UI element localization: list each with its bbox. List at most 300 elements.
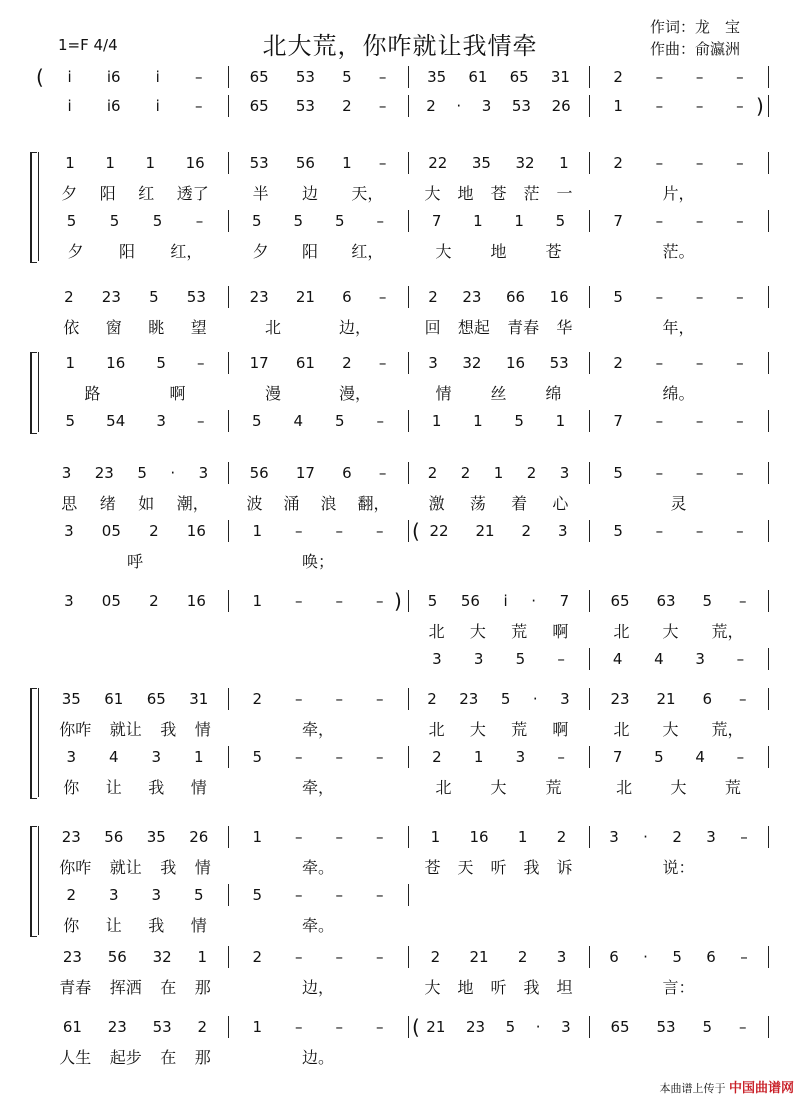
note-token: 5 [334,412,345,430]
note-token: – [739,690,747,708]
note-token: 3 [428,354,438,372]
note-token: 61 [62,1018,82,1036]
note-token: 1 [252,592,263,610]
note-token: 22 [429,522,449,540]
lyric-token: 牵。 [301,857,334,877]
measure-lyrics [416,717,581,739]
note-token: – [655,464,664,482]
note-token: – [335,592,343,610]
measure-notes [597,95,760,117]
note-token: 7 [612,748,623,766]
lyric-token: 我 [160,719,177,739]
measure-notes [236,66,400,88]
lyric-token: 我 [160,857,177,877]
note-token: 3 [559,464,570,482]
lyric-token: 大 [662,719,679,739]
note-token: 23 [459,690,479,708]
repeat-close-paren: ) [756,94,764,118]
lyric-row [0,775,800,797]
lyric-token: 苍 [424,857,441,877]
note-token: 17 [249,354,269,372]
lyric-token: 一 [556,183,573,203]
note-token: – [655,412,664,430]
lyric-row [0,855,800,877]
note-token: 23 [62,948,82,966]
note-token: · [643,948,648,966]
barline [589,1016,590,1038]
note-token: 5 [252,748,263,766]
lyric-token: 华 [556,317,573,337]
measure-notes [597,66,760,88]
measure-notes [416,1016,581,1038]
upload-note: 本曲谱上传于 [659,1082,726,1095]
note-token: – [375,948,384,966]
note-token: 4 [108,748,119,766]
measure-notes [597,884,760,906]
note-token: 6 [342,464,352,482]
note-token: 1 [473,212,483,230]
measure-notes [416,688,581,710]
note-token: i [503,592,508,610]
measure-lyrics [597,975,760,997]
barline [768,520,769,542]
lyric-token: 情 [194,719,211,739]
lyric-token: 我 [148,915,165,935]
measure-lyrics [416,239,581,261]
lyric-token: 边， [301,977,334,997]
note-token: 2 [426,97,436,115]
measure-notes [416,410,581,432]
measure-notes [236,946,400,968]
measure-notes [236,95,400,117]
measure-notes [50,884,220,906]
note-token: 23 [107,1018,127,1036]
note-token: – [695,97,704,115]
note-token: 5 [555,212,566,230]
note-token: 3 [556,948,567,966]
lyric-token: 如 [138,493,155,513]
barline [228,95,229,117]
note-token: – [557,748,565,766]
notation-row [0,210,800,232]
note-token: 1 [105,154,115,172]
note-token: 5 [654,748,664,766]
barline [589,152,590,174]
lyric-token: 啊 [552,719,569,739]
site-logo: 中国曲谱网 [728,1081,794,1096]
lyric-token: 荒 [511,621,528,641]
note-token: i [67,68,72,86]
note-token: 5 [702,1018,713,1036]
lyric-token: 红 [138,183,155,203]
barline [408,410,409,432]
lyric-token: 大 [424,977,441,997]
note-token: 53 [511,97,531,115]
note-token: – [375,522,384,540]
measure-lyrics [597,239,760,261]
note-token: – [375,690,384,708]
interlude-open-paren: ( [412,519,420,543]
note-token: 4 [293,412,304,430]
measure-notes [416,95,581,117]
lyric-token: 那 [194,1047,211,1067]
lyric-token: 坦 [556,977,573,997]
note-token: – [335,522,343,540]
note-token: 7 [613,212,623,230]
note-token: – [736,354,744,372]
note-token: – [335,828,343,846]
note-token: · [456,97,462,115]
lyric-token: 荒， [711,621,744,641]
lyric-token: 北 [613,719,630,739]
measure-lyrics [597,619,760,641]
note-token: – [335,690,343,708]
note-token: 1 [342,154,352,172]
lyric-token: 荡 [469,493,486,513]
note-token: – [736,212,744,230]
measure-notes [416,352,581,374]
note-token: 31 [189,690,209,708]
measure-lyrics [50,315,220,337]
lyric-token: 啊 [552,621,569,641]
notation-row [0,286,800,308]
note-token: 16 [106,354,126,372]
measure-notes [236,410,400,432]
measure-notes [416,66,581,88]
lyric-token: 北 [616,777,633,797]
lyric-token: 年， [662,317,695,337]
notation-row [0,66,800,88]
notation-row [0,152,800,174]
lyric-token: 地 [457,183,474,203]
note-token: – [655,68,664,86]
note-token: 53 [152,1018,172,1036]
barline [589,210,590,232]
note-token: 21 [426,1018,446,1036]
note-token: 5 [149,288,159,306]
note-token: 1 [65,154,75,172]
notation-row [0,410,800,432]
measure-notes [597,826,760,848]
note-token: i6 [106,97,121,115]
notation-row [0,884,800,906]
barline [589,410,590,432]
note-token: 2 [427,690,437,708]
note-token: – [194,97,203,115]
measure-notes [50,286,220,308]
lyric-token: 我 [523,977,540,997]
note-token: 53 [549,354,569,372]
measure-lyrics [597,549,760,571]
note-token: 5 [702,592,713,610]
note-token: 56 [107,948,127,966]
barline [768,286,769,308]
note-token: 5 [427,592,438,610]
measure-notes [236,152,400,174]
measure-lyrics [236,855,400,877]
lyric-token: 在 [160,1047,177,1067]
note-token: 2 [613,154,623,172]
lyric-token: 翻， [357,493,390,513]
note-token: 3 [64,522,74,540]
barline [768,410,769,432]
measure-notes [50,210,220,232]
barline [228,210,229,232]
lyric-token: 苍 [490,183,507,203]
barline [408,352,409,374]
barline [768,946,769,968]
note-token: 26 [189,828,209,846]
note-token: 2 [427,464,438,482]
note-token: – [736,154,744,172]
lyric-row [0,975,800,997]
barline [228,66,229,88]
note-token: – [295,886,303,904]
barline [589,462,590,484]
note-token: 05 [101,592,121,610]
note-token: 53 [295,97,315,115]
measure-lyrics [416,549,581,571]
note-token: 7 [431,212,442,230]
measure-notes [597,286,760,308]
lyric-token: 说： [662,857,695,877]
note-token: 16 [505,354,526,372]
barline [228,410,229,432]
lyric-token: 情 [194,857,211,877]
measure-notes [50,152,220,174]
note-token: 6 [609,948,619,966]
measure-lyrics [416,181,581,203]
song-title: 北大荒，你咋就让我情牵 [262,32,538,60]
note-token: 5 [193,886,204,904]
lyric-token: 地 [457,977,474,997]
note-token: 2 [342,97,352,115]
measure-lyrics [50,913,220,935]
lyric-token: 回 [424,317,441,337]
lyric-token: 眺 [148,317,165,337]
measure-lyrics [50,619,220,641]
lyric-token: 片， [662,183,695,203]
lyric-token: 北 [613,621,630,641]
measure-notes [50,946,220,968]
measure-notes [50,1016,220,1038]
note-token: – [378,464,387,482]
lyric-token: 北 [428,719,445,739]
lyric-token: 牵。 [301,915,334,935]
measure-lyrics [597,181,760,203]
barline [228,946,229,968]
note-token: 65 [509,68,529,86]
lyric-token: 你 [63,777,80,797]
note-token: 5 [613,288,623,306]
note-token: – [195,212,204,230]
note-token: 31 [550,68,570,86]
note-token: 1 [193,748,204,766]
lyric-token: 你咋 [59,857,92,877]
measure-lyrics [416,1045,581,1067]
note-token: – [740,828,748,846]
note-token: – [736,522,744,540]
measure-notes [416,520,581,542]
measure-lyrics [236,775,400,797]
note-token: 2 [149,592,159,610]
lyric-token: 北 [435,777,452,797]
measure-lyrics [236,239,400,261]
measure-notes [236,352,400,374]
note-token: 1 [430,828,441,846]
barline [408,884,409,906]
note-token: 3 [61,464,72,482]
note-token: – [695,354,704,372]
lyric-token: 荒 [545,777,562,797]
lyric-token: 波 [246,493,263,513]
note-token: 5 [65,412,76,430]
note-token: – [739,1018,747,1036]
note-token: 53 [295,68,315,86]
note-token: – [736,288,744,306]
note-token: 7 [613,412,623,430]
measure-notes [416,826,581,848]
measure-notes [50,66,220,88]
note-token: i [67,97,72,115]
note-token: 1 [473,412,483,430]
note-token: · [531,592,537,610]
measure-notes [50,648,220,670]
note-token: 56 [104,828,124,846]
notation-row [0,95,800,117]
note-token: – [655,522,664,540]
notation-row [0,826,800,848]
note-token: – [655,97,664,115]
measure-lyrics [236,181,400,203]
note-token: 2 [672,828,682,846]
lyric-token: 浪 [320,493,337,513]
measure-notes [597,688,760,710]
note-token: – [295,1018,303,1036]
note-token: 22 [428,154,448,172]
note-token: 5 [342,68,352,86]
lyric-row [0,549,800,571]
note-token: 65 [249,97,269,115]
measure-notes [597,410,760,432]
note-token: – [655,154,664,172]
lyric-token: 激 [428,493,445,513]
note-token: 2 [521,522,532,540]
measure-notes [416,210,581,232]
lyric-token: 荒 [511,719,528,739]
note-token: – [375,886,384,904]
note-token: 1 [473,748,484,766]
note-token: 3 [515,748,526,766]
lyric-token: 啊 [169,383,186,403]
lyric-token: 唤； [301,551,334,571]
lyric-token: 你咋 [59,719,92,739]
note-token: 1 [145,154,156,172]
note-token: · [170,464,176,482]
lyric-token: 依 [63,317,80,337]
notation-row [0,648,800,670]
lyric-row [0,1045,800,1067]
note-token: 63 [656,592,676,610]
lyric-token: 北 [428,621,445,641]
note-token: – [335,886,343,904]
lyric-token: 诉 [556,857,573,877]
note-token: – [736,650,745,668]
measure-notes [236,648,400,670]
lyric-token: 着 [511,493,528,513]
lyric-token: 北 [264,317,281,337]
note-token: 3 [609,828,619,846]
lyric-token: 呼 [126,551,143,571]
note-token: 2 [430,948,441,966]
lyric-token: 在 [160,977,177,997]
note-token: – [376,212,384,230]
lyric-token: 苍 [545,241,562,261]
note-token: i [155,97,160,115]
measure-notes [597,1016,760,1038]
measure-notes [597,590,760,612]
note-token: 1 [252,1018,263,1036]
measure-lyrics [50,239,220,261]
lyric-token: 情 [190,915,207,935]
note-token: 32 [462,354,482,372]
measure-notes [50,590,220,612]
measure-lyrics [50,549,220,571]
barline [408,152,409,174]
note-token: 2 [428,288,438,306]
note-token: – [295,948,303,966]
measure-lyrics [597,1045,760,1067]
note-token: 1 [514,212,524,230]
barline [408,286,409,308]
measure-notes [50,352,220,374]
lyric-row [0,239,800,261]
note-token: 23 [610,690,630,708]
note-token: 32 [515,154,535,172]
barline [408,1016,409,1038]
note-token: 5 [66,212,77,230]
note-token: 16 [186,522,206,540]
note-token: 3 [198,464,209,482]
lyric-token: 心 [552,493,569,513]
lyric-token: 情 [190,777,207,797]
note-token: 1 [252,828,263,846]
note-token: 2 [517,948,528,966]
measure-lyrics [416,491,581,513]
note-token: 6 [702,690,713,708]
note-token: 2 [526,464,537,482]
note-token: – [295,748,303,766]
measure-notes [236,590,400,612]
note-token: 65 [146,690,166,708]
measure-notes [236,826,400,848]
note-token: – [736,412,744,430]
measure-lyrics [236,717,400,739]
note-token: 2 [432,748,442,766]
notation-row [0,590,800,612]
note-token: 17 [295,464,315,482]
notation-row [0,688,800,710]
measure-lyrics [416,775,581,797]
note-token: 1 [197,948,208,966]
note-token: – [695,212,704,230]
note-token: – [295,690,303,708]
measure-notes [236,462,400,484]
note-token: – [695,464,704,482]
measure-notes [597,746,760,768]
measure-lyrics [236,975,400,997]
note-token: 5 [137,464,147,482]
